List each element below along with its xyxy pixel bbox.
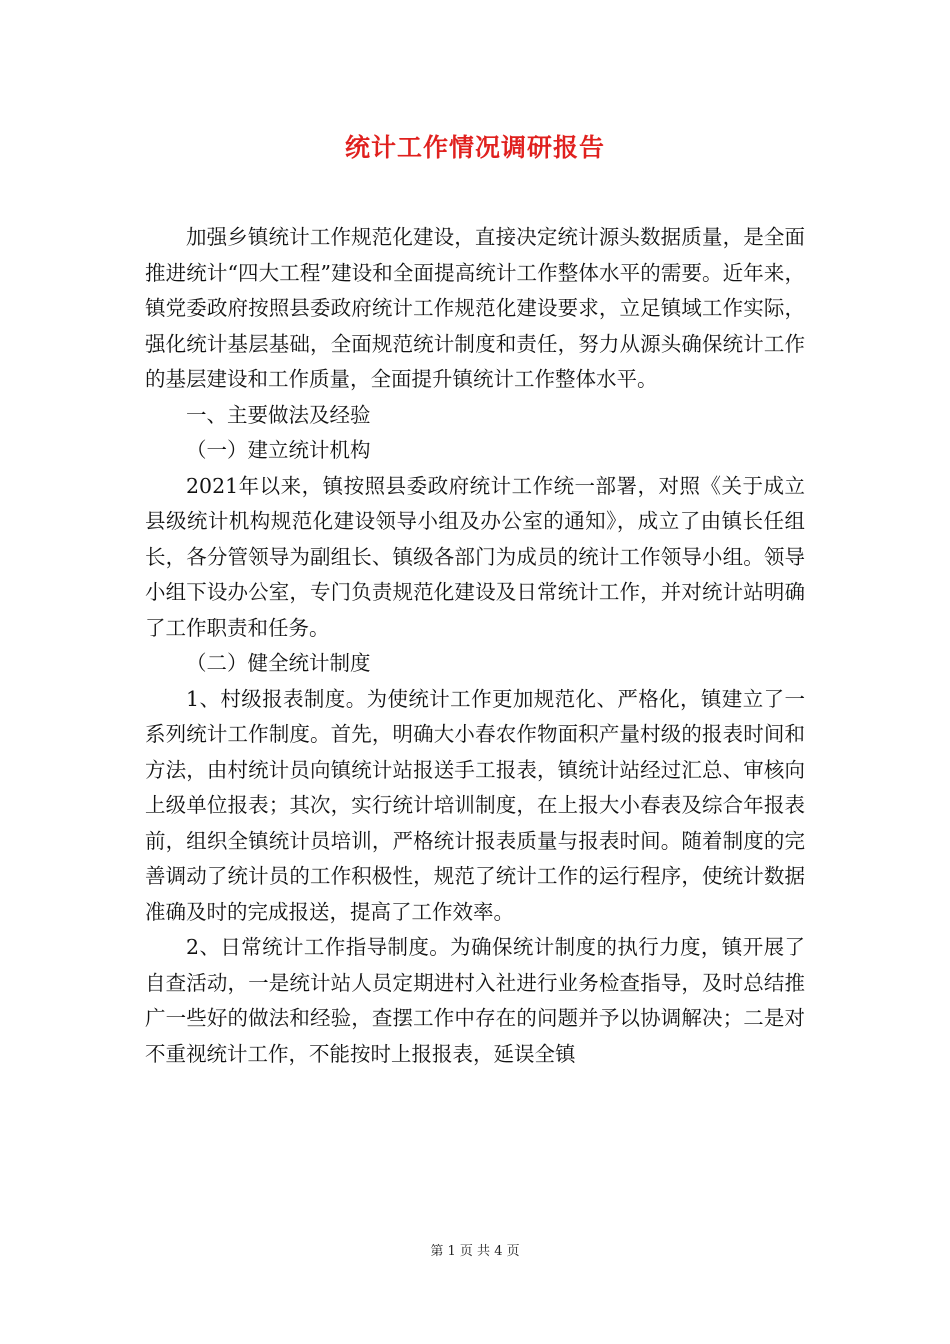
intro-paragraph: 加强乡镇统计工作规范化建设，直接决定统计源头数据质量，是全面推进统计“四大工程”建设和全面提高统计工作整体水平的需要。近年来，镇党委政府按照县委政府统计工作规范化建设要求，立足镇域工作实际，强化统计基层基础，全面规范统计制度和责任，努力从源头确保统计工作的基层建设和工作质量，全面提升镇统计工作整体水平。 [145,225,805,391]
subsection-heading: （二）健全统计制度 [186,651,371,675]
body-paragraph: 1、村级报表制度。为使统计工作更加规范化、严格化，镇建立了一系列统计工作制度。首先，明确大小春农作物面积产量村级的报表时间和方法，由村统计员向镇统计站报送手工报表，镇统计站经过汇总、审核向上级单位报表；其次，实行统计培训制度，在上报大小春表及综合年报表前，组织全镇统计员培训，严格统计报表质量与报表时间。随着制度的完善调动了统计员的工作积极性，规范了统计工作的运行程序，使统计数据准确及时的完成报送，提高了工作效率。 [145,686,805,924]
document-title: 统计工作情况调研报告 [344,133,605,162]
body-paragraph: 2、日常统计工作指导制度。为确保统计制度的执行力度，镇开展了自查活动，一是统计站人员定期进村入社进行业务检查指导，及时总结推广一些好的做法和经验，查摆工作中存在的问题并予以协调解决；二是对不重视统计工作，不能按时上报报表，延误全镇 [145,935,805,1066]
page-number: 第 1 页 共 4 页 [430,1244,520,1259]
document-body [145,220,805,1072]
body-paragraph: 2021年以来，镇按照县委政府统计工作统一部署，对照《关于成立县级统计机构规范化建设领导小组及办公室的通知》，成立了由镇长任组长，各分管领导为副组长、镇级各部门为成员的统计工作领导小组。领导小组下设办公室，专门负责规范化建设及日常统计工作，并对统计站明确了工作职责和任务。 [145,473,805,640]
section-heading: 一、主要做法及经验 [186,402,371,427]
subsection-heading: （一）建立统计机构 [186,438,371,462]
